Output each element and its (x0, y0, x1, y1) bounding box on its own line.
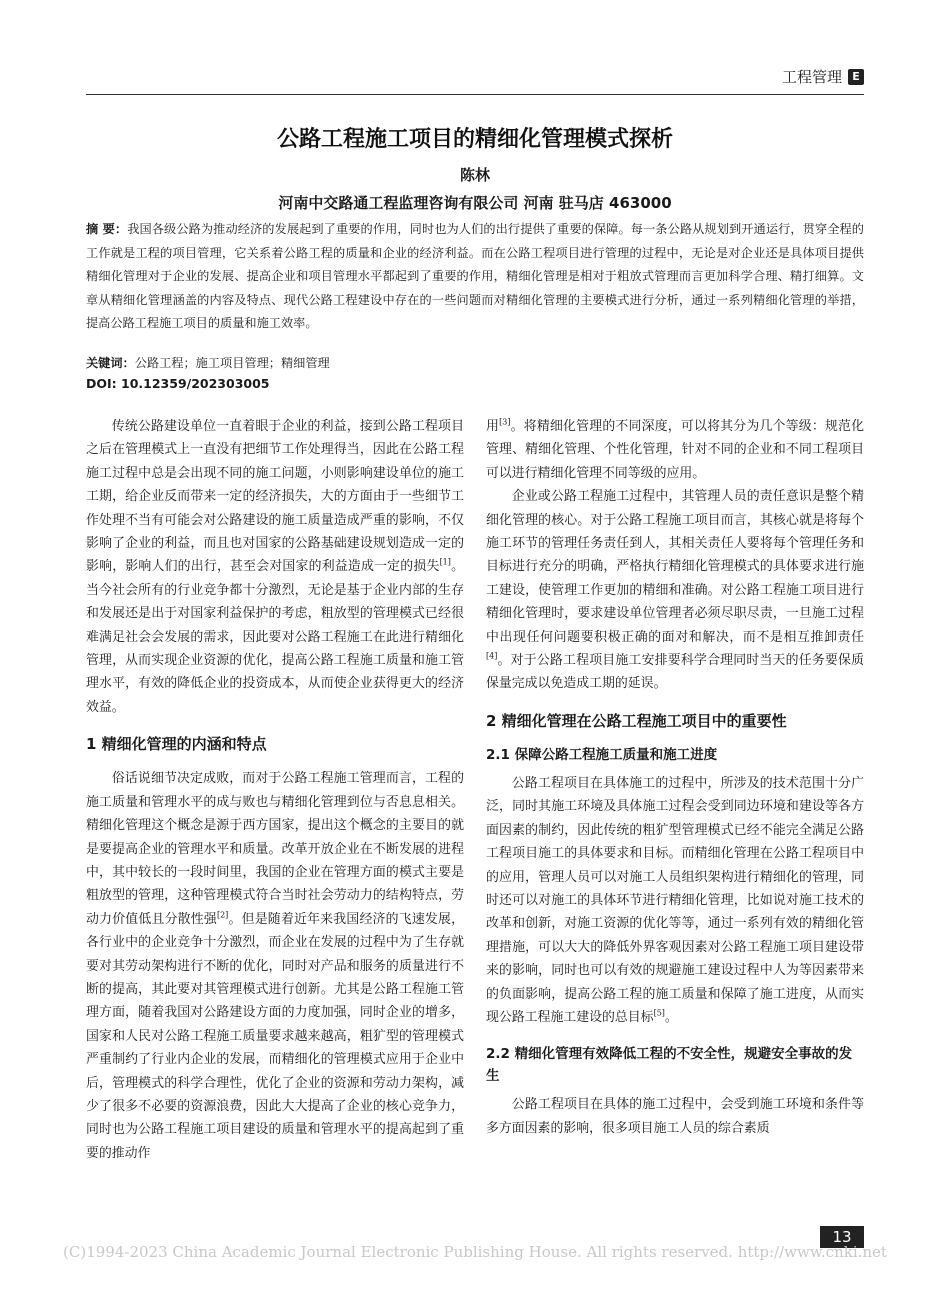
section-2-2-paragraph: 公路工程项目在具体的施工过程中，会受到施工环境和条件等多方面因素的影响，很多项目施工人员的综合素质 (486, 1097, 864, 1136)
section-2-1-heading: 2.1 保障公路工程施工质量和施工进度 (486, 746, 718, 763)
citation: [5] (653, 1008, 665, 1018)
section-1-paragraph-1: 俗话说细节决定成败，而对于公路工程施工管理而言，工程的施工质量和管理水平的成与败也与精细化管理到位与否息息相关。精细化管理这个概念是源于西方国家，提出这个概念的主要目的就是要提高企业的管理水平和质量。改革开放企业在不断发展的进程中，其中较长的一段时间里，我国的企业在管理方面的模式主要是粗放型的管理，这种管理模式符合当时社会劳动力的结构特点，劳动力价值低且分散性强[2]。但是随着近年来我国经济的飞速发展，各行业中的企业竞争十分激烈，而企业在发展的过程中为了生存就要对其劳动架构进行不断的优化，同时对产品和服务的质量进行不断的提高，其此要对其管理模式进行创新。尤其是公路工程施工管理方面，随着我国对公路建设方面的力度加强，同时企业的增多，国家和人民对公路工程施工质量要求越来越高，粗犷型的管理模式严重制约了行业内企业的发展，而精细化的管理模式应用于企业中后，管理模式的科学合理性，优化了企业的资源和劳动力架构，减少了很多不必要的资源浪费，因此大大提高了企业的核心竞争力，同时也为公路工程施工项目建设的质量和管理水平的提高起到了重要的推动作 (86, 771, 465, 1161)
journal-section-title: 工程管理 (781, 68, 842, 86)
doi-label: DOI (86, 376, 112, 391)
journal-logo-icon: E (848, 69, 864, 85)
abstract (86, 218, 864, 336)
section-1-heading: 1 精细化管理的内涵和特点 (86, 735, 267, 754)
doi (86, 376, 269, 391)
affiliation: 河南中交路通工程监理咨询有限公司 河南 驻马店 463000 (278, 194, 672, 212)
keywords (86, 352, 864, 374)
citation: [2] (216, 910, 229, 920)
intro-paragraph: 传统公路建设单位一直着眼于企业的利益，接到公路工程项目之后在管理模式上一直没有把细节工作处理得当，因此在公路工程施工过程中总是会出现不同的施工问题，小则影响建设单位的施工工期，给企业反而带来一定的经济损失，大的方面由于一些细节工作处理不当有可能会对公路建设的施工质量造成严重的影响，不仅影响了企业的利益，而且也对国家的公路基础建设规划造成一定的影响，影响人们的出行，甚至会对国家的利益造成一定的损失[1]。当今社会所有的行业竞争都十分激烈，无论是基于企业内部的生存和发展还是出于对国家利益保护的考虑，粗放型的管理模式已经很难满足社会会发展的需求，因此要对公路工程施工在此进行精细化管理，从而实现企业资源的优化，提高公路工程施工质量和施工管理水平，有效的降低企业的投资成本，从而使企业获得更大的经济效益。 (86, 419, 465, 715)
left-column (86, 415, 464, 1165)
keywords-text: 公路工程；施工项目管理；精细管理 (134, 356, 330, 370)
section-1-paragraph-2: 企业或公路工程施工过程中，其管理人员的责任意识是整个精细化管理的核心。对于公路工程施工项目而言，其核心就是将每个施工环节的管理任务责任到人，其相关责任人要将每个管理任务和目标进行充分的明确，严格执行精细化管理模式的具体要求进行施工建设，使管理工作更加的精细和准确。对公路工程施工项目进行精细化管理时，要求建设单位管理者必须尽职尽责，一旦施工过程中出现任何问题要积极正确的面对和解决，而不是相互推卸责任[4]。对于公路工程项目施工安排要科学合理同时当天的任务要保质保量完成以免造成工期的延误。 (486, 489, 864, 692)
citation: [4] (486, 651, 498, 661)
section-1-paragraph-1-continued: 用[3]。将精细化管理的不同深度，可以将其分为几个等级：规范化管理、精细化管理、个性化管理，针对不同的企业和不同工程项目可以进行精细化管理不同等级的应用。 (486, 417, 865, 481)
section-2-heading: 2 精细化管理在公路工程施工项目中的重要性 (486, 711, 787, 730)
header-rule (86, 94, 864, 95)
abstract-label: 摘 要： (86, 222, 128, 236)
doi-value: : 10.12359/202303005 (111, 376, 270, 391)
keywords-label: 关键词： (86, 356, 135, 370)
abstract-text: 我国各级公路为推动经济的发展起到了重要的作用，同时也为人们的出行提供了重要的保障。每一条公路从规划到开通运行，贯穿全程的工作就是工程的项目管理，它关系着公路工程的质量和企业的经济利益。而在公路工程项目进行管理的过程中，无论是对企业还是具体项目提供精细化管理对于企业的发展、提高企业和项目管理水平都起到了重要的作用，精细化管理是相对于粗放式管理而言更加科学合理、精打细算。文章从精细化管理涵盖的内容及特点、现代公路工程建设中存在的一些问题而对精细化管理的主要模式进行分析，通过一系列精细化管理的举措，提高公路工程施工项目的质量和施工效率。 (86, 222, 864, 330)
citation: [1] (439, 558, 451, 568)
author: 陈林 (459, 166, 490, 184)
section-2-2-heading: 2.2 精细化管理有效降低工程的不安全性，规避安全事故的发生 (486, 1046, 853, 1085)
article-title: 公路工程施工项目的精细化管理模式探析 (276, 127, 673, 152)
citation: [3] (499, 417, 511, 427)
right-column (486, 415, 864, 1140)
page-number: 13 (820, 1226, 864, 1248)
section-2-1-paragraph: 公路工程项目在具体施工的过程中，所涉及的技术范围十分广泛，同时其施工环境及具体施工过程会受到同边环境和建设等各方面因素的制约，因此传统的粗犷型管理模式已经不能完全满足公路工程项目施工的具体要求和目标。而精细化管理在公路工程项目中的应用，管理人员可以对施工人员组织架构进行精细化的管理，同时还可以对施工的具体环节进行精细化管理，比如说对施工技术的改革和创新，对施工资源的优化等等，通过一系列有效的精细化管理措施，可以大大的降低外界客观因素对公路工程施工项目建设带来的影响，同时也可以有效的规避施工建设过程中人为等因素带来的负面影响，提高公路工程的施工质量和保障了施工进度，从而实现公路工程施工建设的总目标[5]。 (486, 775, 864, 1025)
copyright-watermark: (C)1994-2023 China Academic Journal Electronic Publishing House. All rights reserved. http://www.cnki.net (63, 1243, 887, 1261)
running-header (782, 66, 864, 87)
